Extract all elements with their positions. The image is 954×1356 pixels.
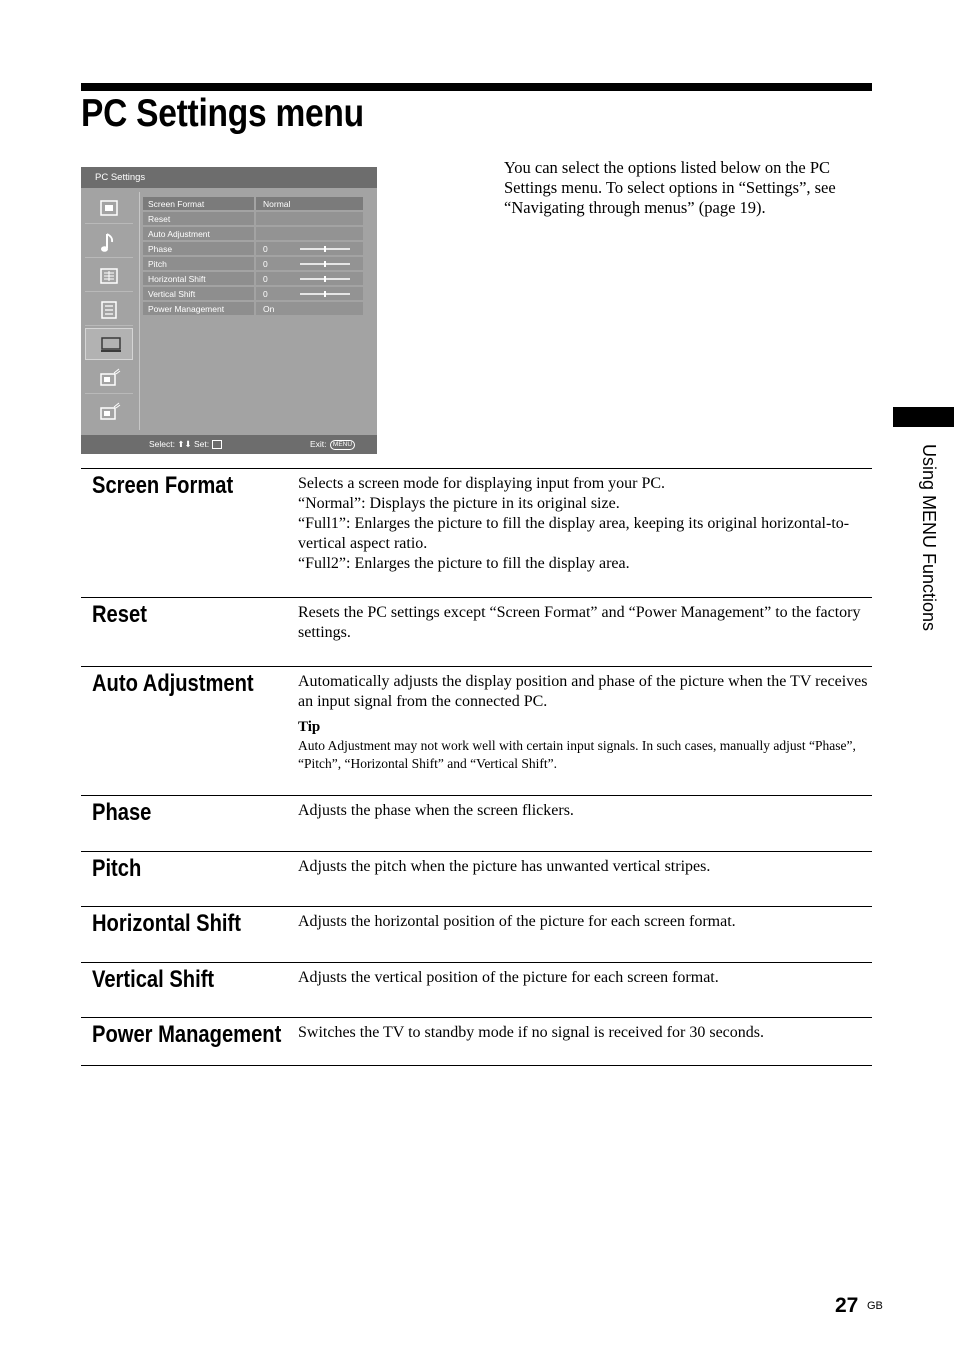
osd-row-label: Screen Format: [143, 197, 254, 211]
description-line: Resets the PC settings except “Screen Format” and “Power Management” to the factory settings.: [298, 604, 861, 641]
setting-item-description: [298, 1023, 874, 1043]
setting-item-description: [298, 672, 874, 773]
osd-row-value-text: Normal: [263, 199, 291, 209]
sound-icon: [85, 226, 133, 258]
osd-row-label: Phase: [143, 242, 254, 256]
osd-row-value: [256, 212, 363, 226]
setting-item: [81, 795, 872, 851]
description-line: Adjusts the horizontal position of the picture for each screen format.: [298, 913, 736, 930]
osd-row-label: Reset: [143, 212, 254, 226]
setting-item-name: Power Management: [92, 1021, 282, 1048]
osd-slider-knob: [324, 261, 326, 267]
page-number-suffix: GB: [867, 1300, 883, 1312]
osd-row-value-text: 0: [263, 244, 268, 254]
setting-item-description: [298, 603, 874, 643]
analog-channel-icon: [85, 362, 133, 394]
digital-channel-icon: [85, 396, 133, 428]
osd-row: [143, 302, 363, 317]
section-tab-label: Using MENU Functions: [919, 444, 939, 632]
osd-row-value-text: 0: [263, 289, 268, 299]
osd-row-label: Vertical Shift: [143, 287, 254, 301]
setting-item: [81, 597, 872, 666]
osd-row-label: Pitch: [143, 257, 254, 271]
osd-footer: [81, 435, 377, 454]
osd-slider-knob: [324, 276, 326, 282]
setting-item-description: [298, 474, 874, 574]
page-number: 27: [835, 1294, 859, 1317]
description-line: “Full2”: Enlarges the picture to fill the display area.: [298, 555, 630, 572]
osd-row-value-text: 0: [263, 274, 268, 284]
description-line: Adjusts the pitch when the picture has unwanted vertical stripes.: [298, 858, 711, 875]
setting-item: [81, 666, 872, 795]
osd-row-value-text: On: [263, 304, 275, 314]
setting-item-description: [298, 801, 874, 821]
description-line: “Full1”: Enlarges the picture to fill the display area, keeping its original horizontal-to-vertical aspect ratio.: [298, 515, 850, 552]
osd-row-label: Horizontal Shift: [143, 272, 254, 286]
osd-row: [143, 287, 363, 302]
osd-row-value: [256, 287, 363, 301]
setting-item-name: Screen Format: [92, 472, 234, 499]
osd-row: [143, 227, 363, 242]
osd-row-label: Auto Adjustment: [143, 227, 254, 241]
description-line: Adjusts the vertical position of the picture for each screen format.: [298, 969, 719, 986]
setting-item-name: Vertical Shift: [92, 966, 215, 993]
osd-select-hint: [149, 435, 222, 454]
description-line: Automatically adjusts the display position and phase of the picture when the TV receives an input signal from the connected PC.: [298, 673, 868, 710]
osd-slider: [300, 263, 350, 265]
osd-sidebar: [83, 192, 137, 430]
enter-key-icon: [212, 440, 222, 449]
title-rule: [81, 83, 872, 91]
intro-text: You can select the options listed below on the PC Settings menu. To select options in “Settings”, see “Navigating through menus” (page 19).: [504, 158, 836, 217]
description-line: “Normal”: Displays the picture in its original size.: [298, 495, 620, 512]
setting-item-description: [298, 912, 874, 932]
pc-settings-osd-screenshot: [81, 167, 377, 454]
arrow-up-down-icon: ⬆⬇: [177, 439, 192, 449]
setting-item: [81, 906, 872, 962]
tip-label: Tip: [298, 719, 321, 735]
table-bottom-rule: [81, 1065, 872, 1066]
setting-item: [81, 962, 872, 1017]
osd-exit-hint: [310, 435, 355, 454]
osd-row-value: [256, 227, 363, 241]
description-line: Adjusts the phase when the screen flickers.: [298, 802, 574, 819]
osd-row: [143, 242, 363, 257]
setting-item-name: Auto Adjustment: [92, 670, 254, 697]
picture-icon: [85, 192, 133, 224]
osd-slider-knob: [324, 246, 326, 252]
setting-item-name: Phase: [92, 799, 152, 826]
osd-row-value-text: 0: [263, 259, 268, 269]
setting-item-name: Horizontal Shift: [92, 910, 241, 937]
tip-text: Auto Adjustment may not work well with certain input signals. In such cases, manually adjust “Phase”, “Pitch”, “Horizontal Shift” and “Vertical Shift”.: [298, 738, 856, 771]
osd-row: [143, 197, 363, 212]
setting-item-description: [298, 857, 874, 877]
osd-slider: [300, 248, 350, 250]
settings-icon: [85, 294, 133, 326]
osd-select-label: Select:: [149, 439, 175, 449]
pc-settings-icon: [85, 328, 133, 360]
description-line: Selects a screen mode for displaying input from your PC.: [298, 475, 666, 492]
osd-row-value: [256, 272, 363, 286]
osd-row-value: [256, 242, 363, 256]
osd-menu-list: [143, 197, 363, 317]
description-line: Switches the TV to standby mode if no signal is received for 30 seconds.: [298, 1024, 764, 1041]
setting-item: [81, 851, 872, 906]
osd-set-label: Set:: [194, 439, 210, 449]
osd-slider: [300, 293, 350, 295]
osd-row-value: [256, 257, 363, 271]
setting-item: [81, 468, 872, 597]
osd-slider-knob: [324, 291, 326, 297]
screen-icon: [85, 260, 133, 292]
setting-item-name: Reset: [92, 601, 147, 628]
osd-title: PC Settings: [81, 167, 377, 188]
osd-row: [143, 212, 363, 227]
setting-item-description: [298, 968, 874, 988]
section-tab-marker: [893, 407, 954, 427]
setting-item-name: Pitch: [92, 855, 142, 882]
osd-divider: [139, 192, 140, 430]
osd-exit-label: Exit:: [310, 439, 327, 449]
osd-row-value: [256, 197, 363, 211]
settings-description-table: [81, 468, 872, 1073]
osd-row: [143, 257, 363, 272]
page-title: PC Settings menu: [81, 92, 364, 135]
osd-row-value: [256, 302, 363, 316]
menu-key-icon: MENU: [330, 440, 355, 450]
osd-row-label: Power Management: [143, 302, 254, 316]
osd-slider: [300, 278, 350, 280]
osd-row: [143, 272, 363, 287]
